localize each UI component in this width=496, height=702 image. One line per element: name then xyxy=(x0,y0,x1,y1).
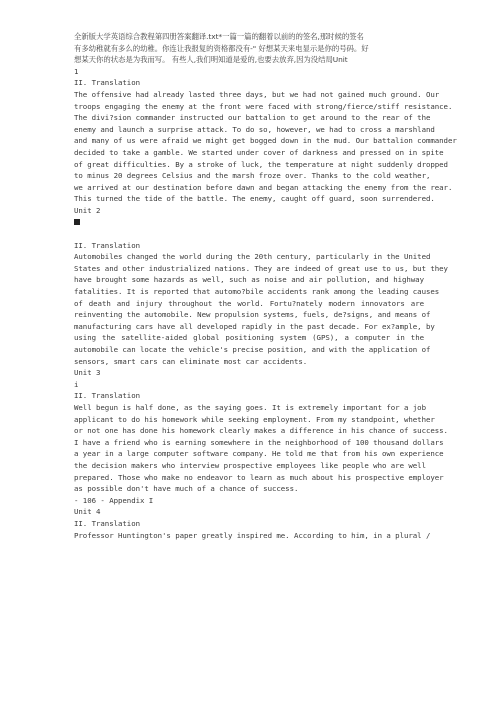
intro-line: 想某天你的状态是为我而写。 有些人,我们明知道是爱的,也要去放弃,因为没结局Unit xyxy=(74,55,348,65)
paragraph-line: Professor Huntington's paper greatly inspired me. According to him, in a plural / xyxy=(74,530,431,540)
unit-1-section xyxy=(74,77,457,205)
section-heading: II. Translation xyxy=(74,391,140,401)
paragraph-line: manufacturing cars have all developed rapidly in the past decade. For ex?ample, by xyxy=(74,321,435,331)
unit-3-section xyxy=(74,367,448,506)
paragraph-line: I have a friend who is earning somewhere in the neighborhood of 100 thousand dollars xyxy=(74,437,444,447)
bullet-square xyxy=(74,217,424,229)
paragraph-line: troops engaging the enemy at the front were faced with strong/fierce/stiff resistance. xyxy=(74,101,453,111)
paragraph-line: of great difficulties. By a stroke of luck, the temperature at night suddenly dropped xyxy=(74,159,448,169)
paragraph-line: Automobiles changed the world during the 20th century, particularly in the United xyxy=(74,252,431,262)
section-heading: II. Translation xyxy=(74,518,140,528)
paragraph-line: applicant to do his homework while seeking employment. From my standpoint, whether xyxy=(74,414,435,424)
paragraph-line: prepared. Those who make no endeavor to learn as much about his prospective employer xyxy=(74,472,444,482)
intro-line: 有多幼稚就有多么的幼稚。你连让我报复的资格都没有-" 好想某天来电显示是你的号码。好 xyxy=(74,43,369,53)
paragraph-line: reinventing the automobile. New propulsion systems, fuels, de?signs, and means of xyxy=(74,310,431,320)
unit-title: Unit 2 xyxy=(74,205,101,215)
page-footer: - 106 - Appendix I xyxy=(74,495,154,505)
paragraph-line: The divi?sion commander instructed our battalion to get around to the rear of the xyxy=(74,113,431,123)
square-marker-icon xyxy=(74,219,80,225)
paragraph-line: enemy and launch a surprise attack. To do so, however, we had to cross a marshland xyxy=(74,124,435,134)
paragraph-line: The offensive had already lasted three days, but we had not gained much ground. Our xyxy=(74,89,440,99)
paragraph-line: or not one has done his homework clearly makes a difference in his chance of success. xyxy=(74,426,448,436)
paragraph-line: and many of us were afraid we might get bogged down in the mud. Our battalion commander xyxy=(74,136,457,146)
intro-line: 全新版大学英语综合教程第四册答案翻译.txt*一篇一篇的翻着以前的的签名,那时候的签名 xyxy=(74,32,364,41)
paragraph-line: the decision makers who interview prospective employees like people who are well xyxy=(74,460,426,470)
paragraph-line: using the satellite-aided global positioning system (GPS), a computer in the xyxy=(74,333,424,343)
intro-paragraph xyxy=(74,31,424,77)
section-heading: II. Translation xyxy=(74,240,140,250)
unit-title: Unit 3 xyxy=(74,368,101,378)
unit-number: 1 xyxy=(74,66,79,76)
paragraph-line: as possible don't have much of a chance of success. xyxy=(74,484,299,494)
unit-2-section xyxy=(74,205,448,367)
paragraph-line: we arrived at our destination before dawn and began attacking the enemy from the rear. xyxy=(74,182,453,192)
paragraph-line: automobile can locate the vehicle's precise position, and with the application of xyxy=(74,345,431,355)
paragraph-line: sensors, smart cars can eliminate most car accidents. xyxy=(74,356,308,366)
unit-4-section xyxy=(74,506,431,541)
paragraph-line: fatalities. It is reported that automo?bile accidents rank among the leading causes xyxy=(74,287,440,297)
stray-marker: i xyxy=(74,379,79,389)
paragraph-line: States and other industrialized nations. They are indeed of great use to us, but they xyxy=(74,263,448,273)
paragraph-line: decided to take a gamble. We started under cover of darkness and pressed on in spite xyxy=(74,147,444,157)
unit-title: Unit 4 xyxy=(74,507,101,517)
section-heading: II. Translation xyxy=(74,78,140,88)
paragraph-line: of death and injury throughout the world. Fortu?nately modern innovators are xyxy=(74,298,424,308)
paragraph-line: a year in a large computer software company. He told me that from his own experience xyxy=(74,449,444,459)
paragraph-line: This turned the tide of the battle. The enemy, caught off guard, soon surrendered. xyxy=(74,194,435,204)
paragraph-line: to minus 20 degrees Celsius and the marsh froze over. Thanks to the cold weather, xyxy=(74,171,431,181)
paragraph-line: have brought some hazards as well, such as noise and air pollution, and highway xyxy=(74,275,424,285)
document-page xyxy=(74,31,457,541)
paragraph-line: Well begun is half done, as the saying goes. It is extremely important for a job xyxy=(74,403,426,412)
blank-line xyxy=(74,228,424,240)
